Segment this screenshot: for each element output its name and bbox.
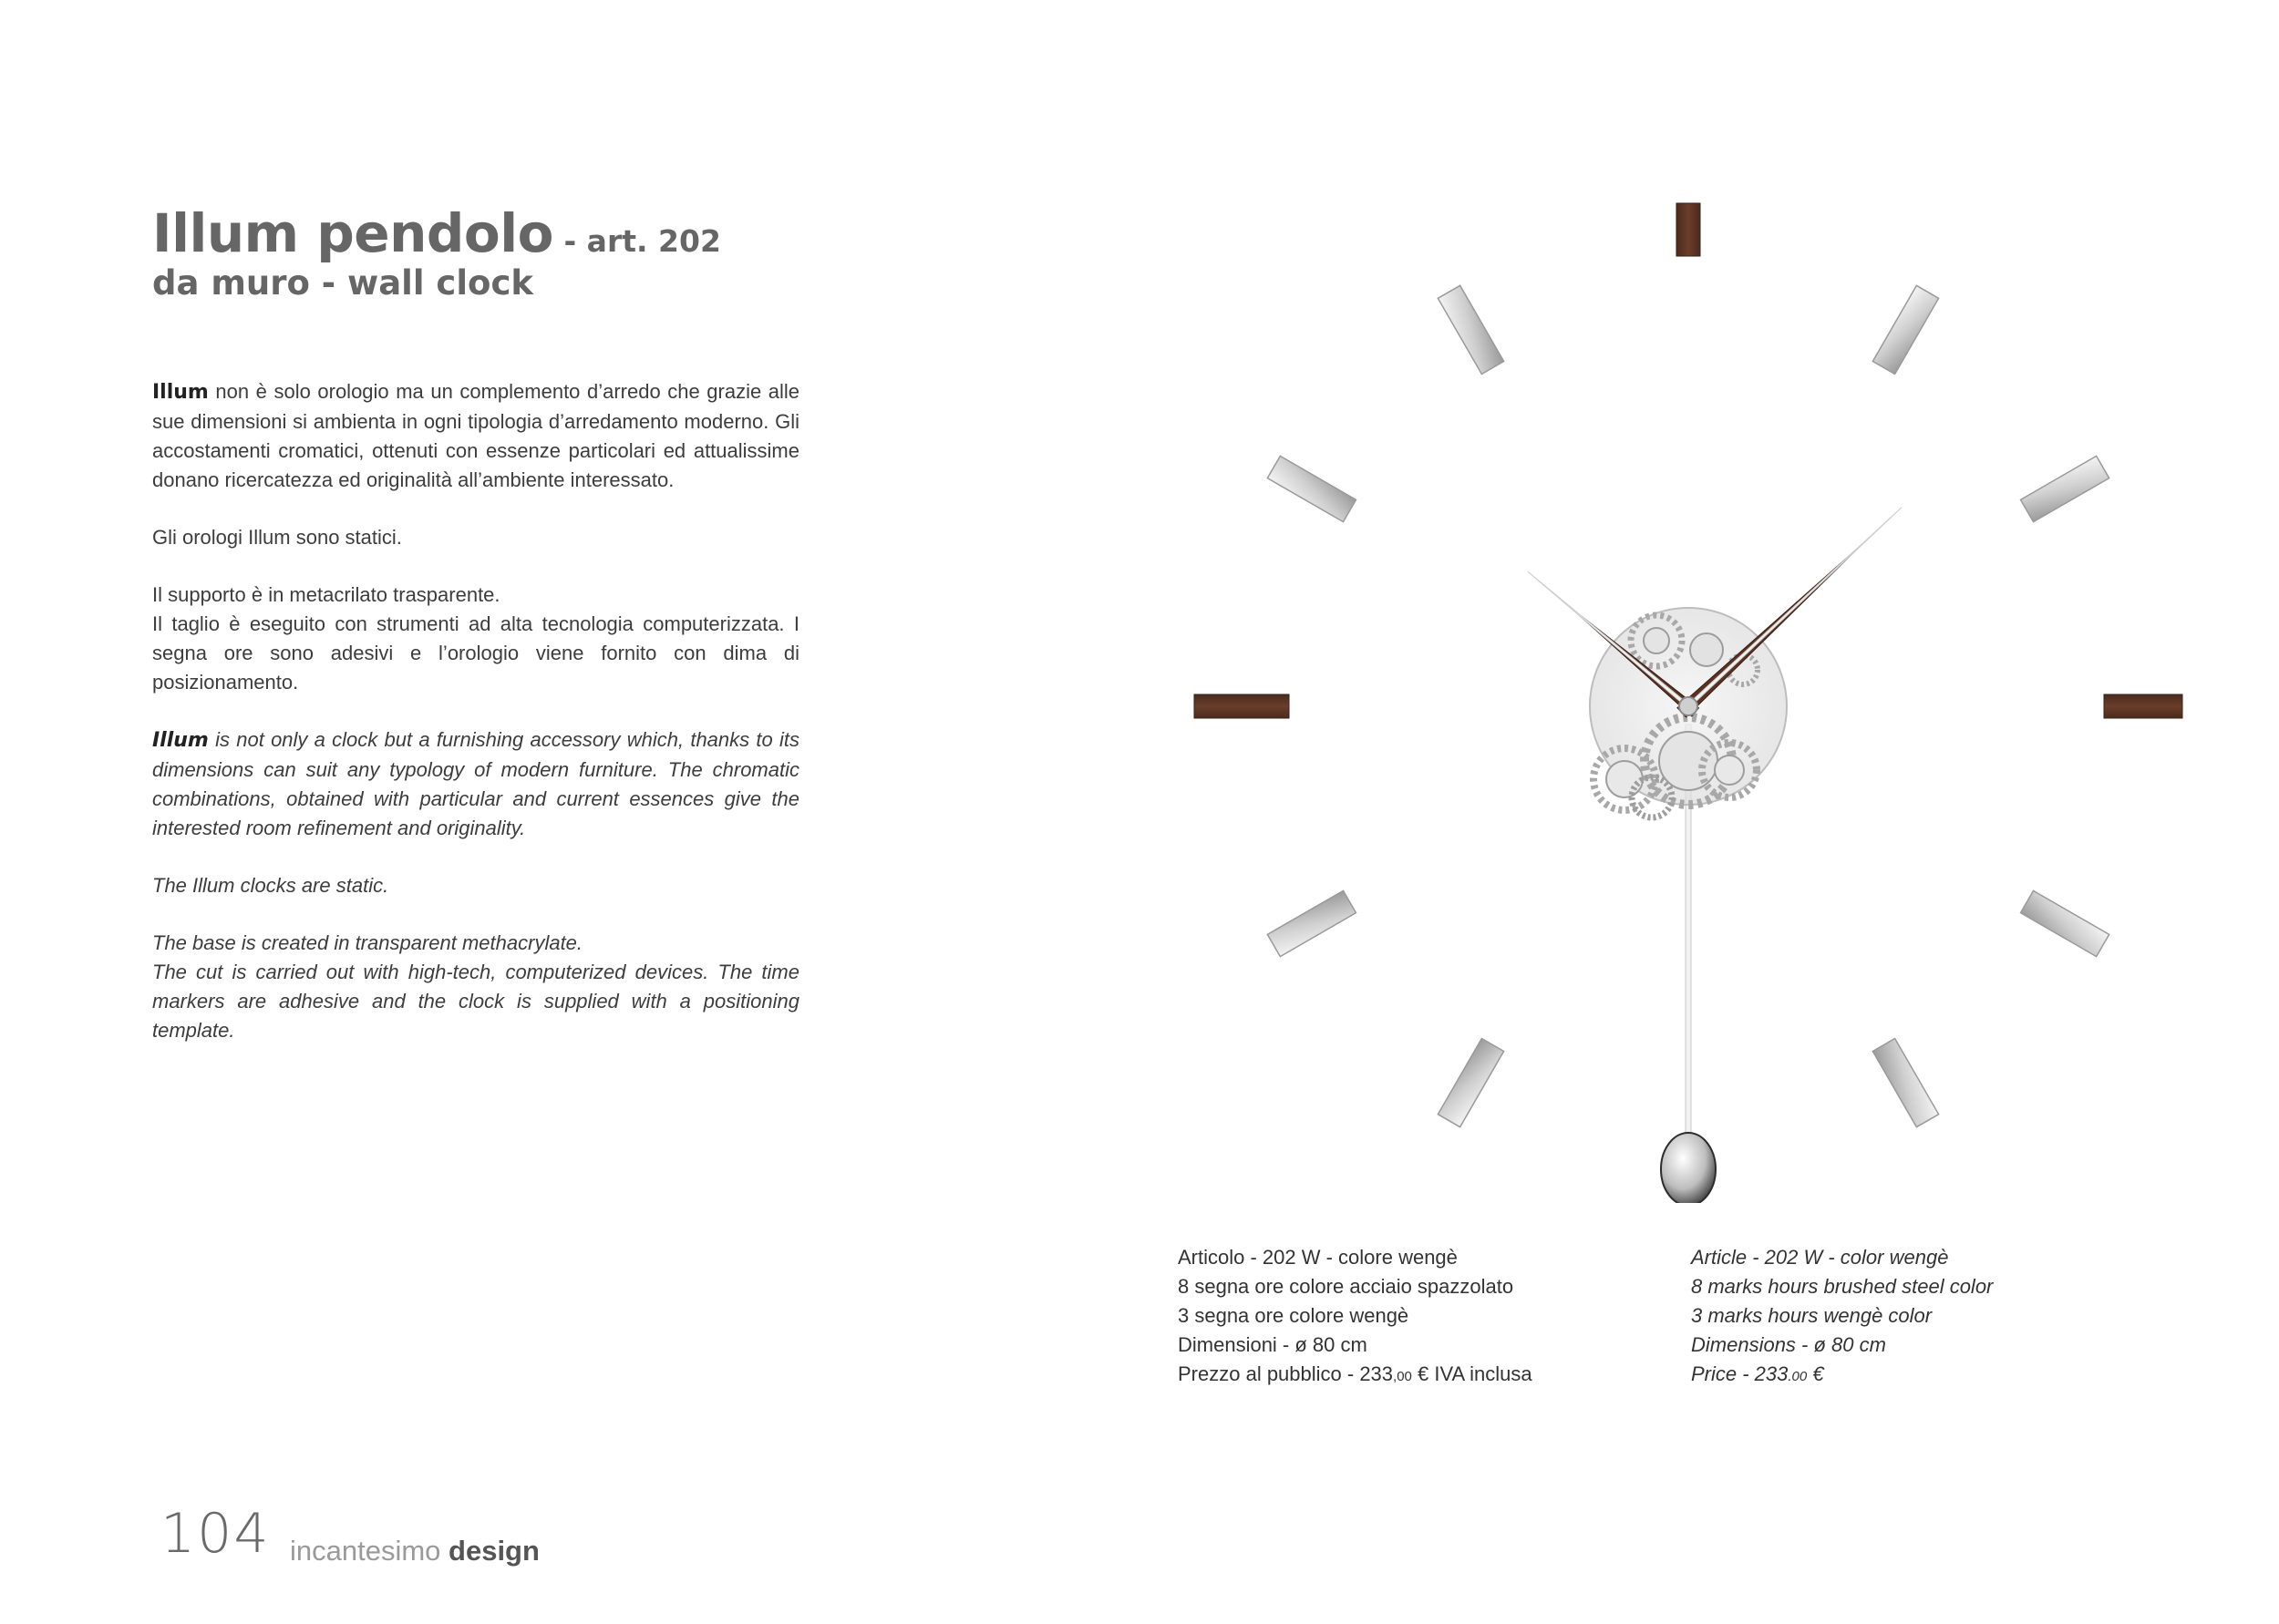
english-paragraph-3	[152, 929, 799, 1045]
english-p3-line1: The base is created in transparent methacrylate.	[152, 931, 583, 954]
clock-image	[1185, 200, 2188, 1203]
hour-marker-8	[1267, 890, 1356, 956]
spec-en-article: Article - 202 W - color wengè	[1691, 1246, 1949, 1269]
hour-marker-9	[1194, 694, 1289, 718]
article-number: - art. 202	[553, 223, 721, 259]
product-name: Illum pendolo	[152, 202, 553, 264]
spec-it-price-amount: Prezzo al pubblico - 233	[1178, 1362, 1394, 1385]
brand-light: incantesimo	[290, 1535, 449, 1567]
spec-en-dimensions: Dimensions - ø 80 cm	[1691, 1333, 1886, 1356]
italian-p3-line1: Il supporto è in metacrilato trasparente.	[152, 583, 500, 606]
spec-en-price	[1691, 1360, 1993, 1389]
spec-it-steel-marks: 8 segna ore colore acciaio spazzolato	[1178, 1275, 1514, 1298]
brand-bold: design	[449, 1535, 540, 1567]
product-title	[152, 202, 721, 264]
spec-it-price-suffix: € IVA inclusa	[1411, 1362, 1532, 1385]
spec-it-article: Articolo - 202 W - colore wengè	[1178, 1246, 1458, 1269]
english-paragraph-1	[152, 725, 799, 843]
spec-en-steel-marks: 8 marks hours brushed steel color	[1691, 1275, 1994, 1298]
hour-marker-12	[1676, 203, 1700, 256]
hand-pivot	[1679, 697, 1697, 715]
hour-marker-5	[1872, 1039, 1938, 1127]
spec-en-price-amount: Price - 233	[1691, 1362, 1789, 1385]
pendulum-bob	[1661, 1133, 1716, 1203]
hour-marker-3	[2104, 694, 2182, 718]
hour-marker-10	[1267, 456, 1356, 521]
spec-it-price	[1178, 1360, 1532, 1389]
specs-english	[1691, 1243, 1993, 1389]
hour-marker-7	[1438, 1039, 1503, 1127]
brand-footer	[290, 1535, 540, 1567]
specs-italian	[1178, 1243, 1532, 1389]
hour-marker-2	[2021, 456, 2109, 521]
english-description	[152, 725, 799, 1074]
hour-marker-11	[1438, 285, 1503, 374]
italian-paragraph-1	[152, 377, 799, 495]
english-p1-text: is not only a clock but a furnishing accessory which, thanks to its dimensions can suit any typology of modern furniture. The chromatic combinations, obtained with particular and current essences give the interested room refinement and originality.	[152, 728, 799, 839]
spec-en-price-cents: .00	[1788, 1369, 1808, 1384]
hour-marker-4	[2021, 890, 2109, 956]
spec-it-wenge-marks: 3 segna ore colore wengè	[1178, 1304, 1409, 1327]
spec-en-price-suffix: €	[1807, 1362, 1824, 1385]
italian-p3-line2: Il taglio è eseguito con strumenti ad alta tecnologia computerizzata. I segna ore sono adesivi e l’orologio viene fornito con dima di posizionamento.	[152, 612, 799, 694]
english-paragraph-2: The Illum clocks are static.	[152, 874, 389, 897]
spec-en-wenge-marks: 3 marks hours wengè color	[1691, 1304, 1933, 1327]
hour-marker-1	[1872, 285, 1938, 374]
italian-paragraph-3	[152, 581, 799, 697]
product-subtitle: da muro - wall clock	[152, 263, 533, 303]
spec-it-price-cents: ,00	[1393, 1369, 1412, 1384]
italian-paragraph-2: Gli orologi Illum sono statici.	[152, 526, 402, 549]
english-p3-line2: The cut is carried out with high-tech, computerized devices. The time markers are adhesive and the clock is supplied with a positioning template.	[152, 961, 799, 1042]
english-brand-word: Illum	[152, 729, 209, 752]
italian-description	[152, 377, 799, 725]
spec-it-dimensions: Dimensioni - ø 80 cm	[1178, 1333, 1367, 1356]
italian-p1-text: non è solo orologio ma un complemento d’arredo che grazie alle sue dimensioni si ambienta in ogni tipologia d’arredamento moderno. Gli accostamenti cromatici, ottenuti con essenze particolari ed attualissime donano ricercatezza ed originalità all’ambiente interessato.	[152, 380, 799, 491]
page-number: 104	[160, 1502, 271, 1566]
italian-brand-word: Illum	[152, 381, 209, 404]
